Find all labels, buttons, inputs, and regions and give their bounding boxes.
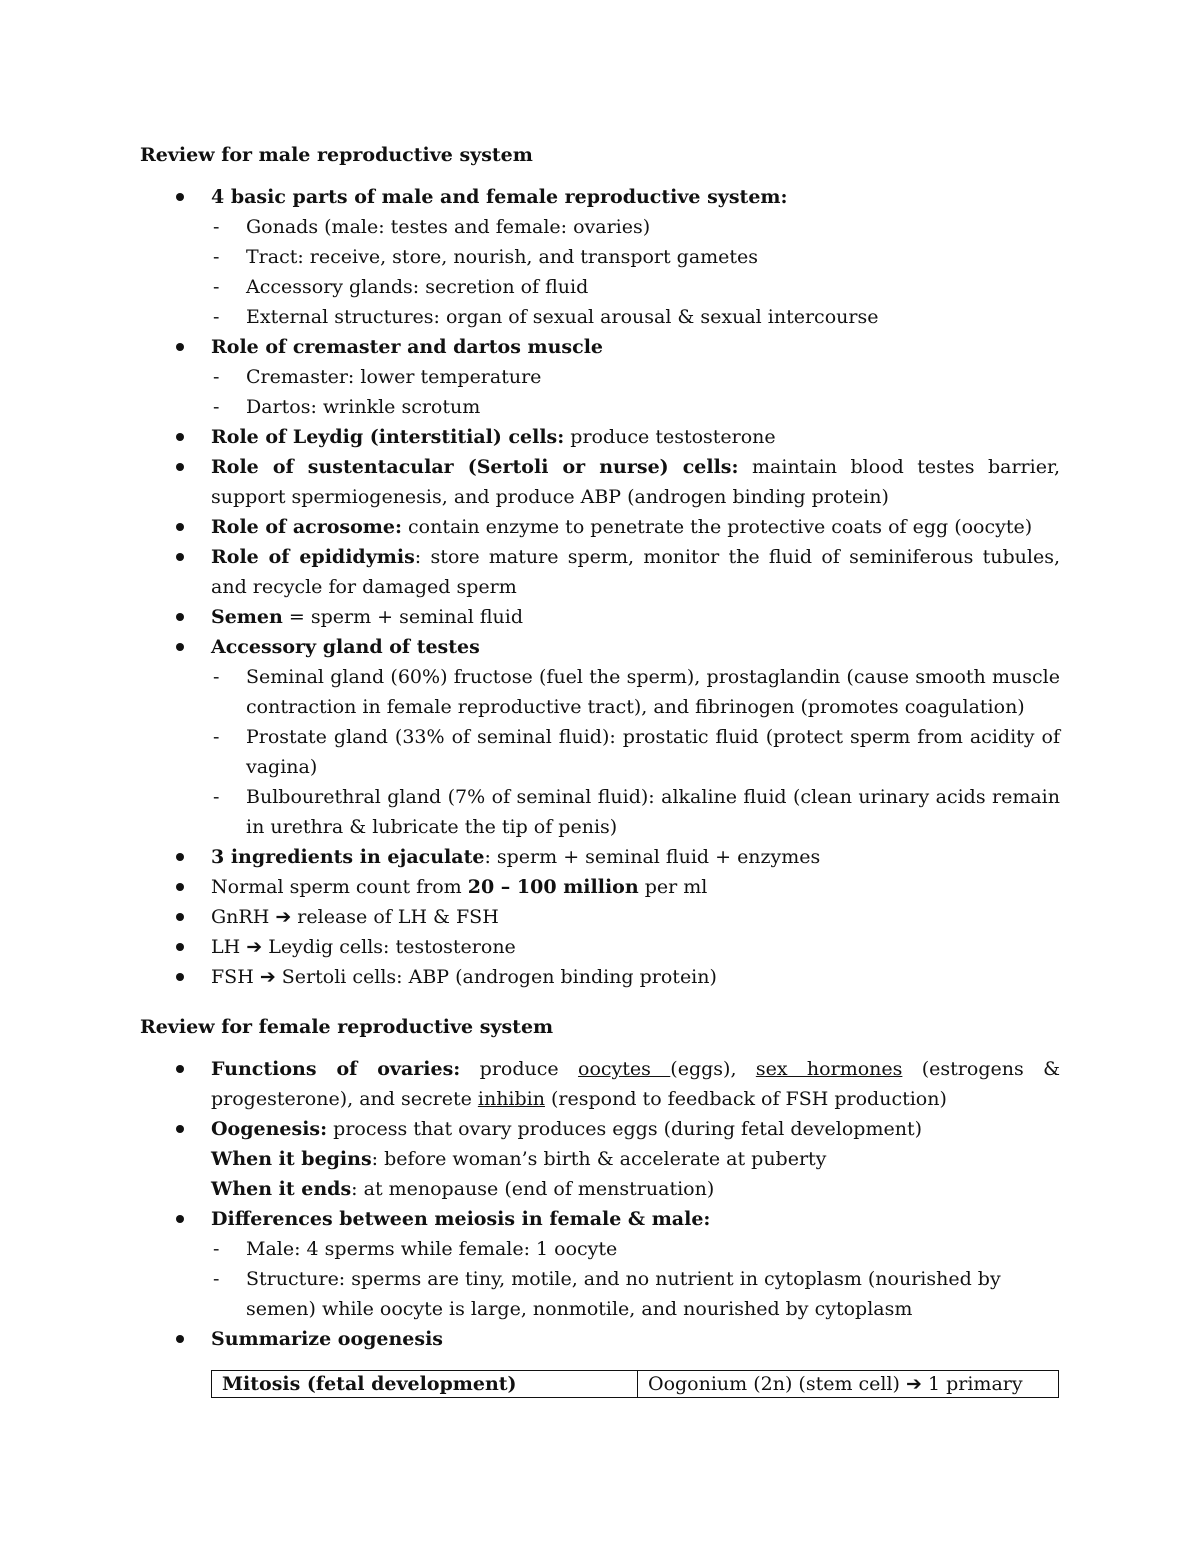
arrow-right-icon: ➔	[275, 906, 292, 928]
table-cell-description	[638, 1371, 1059, 1398]
sertoli-text: maintain blood testes barrier, support spermiogenesis, and produce ABP (androgen binding protein)	[211, 456, 1060, 508]
summarize-heading: Summarize oogenesis	[211, 1328, 444, 1350]
epididymis-text: : store mature sperm, monitor the fluid of seminiferous tubules, and recycle for damaged sperm	[211, 546, 1060, 598]
ejaculate-text: : sperm + seminal fluid + enzymes	[484, 846, 821, 868]
begins-text: : before woman’s birth & accelerate at puberty	[371, 1148, 827, 1170]
sub-item: - Seminal gland (60%) fructose (fuel the sperm), prostaglandin (cause smooth muscle contraction in female reproductive tract), and fibrinogen (promotes coagulation)	[211, 662, 1060, 722]
arrow-right-icon: ➔	[906, 1373, 922, 1395]
leydig-text: produce testosterone	[564, 426, 776, 448]
list-item	[140, 872, 1060, 902]
acrosome-label: Role of acrosome:	[211, 516, 402, 538]
leydig-label: Role of Leydig (interstitial) cells:	[211, 426, 565, 448]
sub-item: - Gonads (male: testes and female: ovaries)	[211, 212, 1060, 242]
parts-heading: 4 basic parts of male and female reproductive system:	[211, 186, 788, 208]
list-item	[140, 1114, 1060, 1204]
ovaries-text: (eggs),	[670, 1058, 756, 1080]
list-item	[140, 962, 1060, 992]
male-section-title: Review for male reproductive system	[140, 144, 533, 166]
list-item	[140, 1054, 1060, 1114]
sub-item: - Bulbourethral gland (7% of seminal fluid): alkaline fluid (clean urinary acids remain in urethra & lubricate the tip of penis)	[211, 782, 1060, 842]
sex-hormones-term: sex hormones	[755, 1058, 903, 1080]
list-item	[140, 182, 1060, 332]
male-review-list	[140, 182, 1060, 992]
sub-item: - Dartos: wrinkle scrotum	[211, 392, 1060, 422]
list-item	[140, 422, 1060, 452]
arrow-right-icon: ➔	[259, 966, 276, 988]
sub-item: - Prostate gland (33% of seminal fluid): prostatic fluid (protect sperm from acidity of vagina)	[211, 722, 1060, 782]
arrow-right-icon: ➔	[246, 936, 263, 958]
fsh-text: FSH	[211, 966, 260, 988]
fsh-result: Sertoli cells: ABP (androgen binding protein)	[275, 966, 717, 988]
sertoli-label: Role of sustentacular (Sertoli or nurse) cells:	[211, 456, 739, 478]
begins-label: When it begins	[211, 1148, 372, 1170]
accessory-heading: Accessory gland of testes	[211, 636, 480, 658]
ovaries-label: Functions of ovaries:	[211, 1058, 461, 1080]
ovaries-text: produce	[460, 1058, 579, 1080]
female-review-list	[140, 1054, 1060, 1354]
acrosome-text: contain enzyme to penetrate the protective coats of egg (oocyte)	[401, 516, 1033, 538]
epididymis-label: Role of epididymis	[211, 546, 415, 568]
sperm-count-post: per ml	[638, 876, 708, 898]
sub-item: - Male: 4 sperms while female: 1 oocyte	[211, 1234, 1060, 1264]
oocytes-term: oocytes	[578, 1058, 671, 1080]
ends-text: : at menopause (end of menstruation)	[351, 1178, 715, 1200]
cremaster-sublist	[211, 362, 1060, 422]
ejaculate-label: 3 ingredients in ejaculate	[211, 846, 485, 868]
list-item	[140, 842, 1060, 872]
sperm-count-pre: Normal sperm count from	[211, 876, 468, 898]
lh-text: LH	[211, 936, 247, 958]
lh-result: Leydig cells: testosterone	[262, 936, 516, 958]
sub-item: - Cremaster: lower temperature	[211, 362, 1060, 392]
table-cell-text: 1 primary	[921, 1373, 1023, 1395]
ovaries-text: (estrogens & progesterone), and secrete	[211, 1058, 1060, 1110]
list-item	[140, 452, 1060, 512]
inhibin-term: inhibin	[477, 1088, 545, 1110]
oogenesis-label: Oogenesis:	[211, 1118, 328, 1140]
oogenesis-text: process that ovary produces eggs (during fetal development)	[327, 1118, 922, 1140]
ovaries-text: (respond to feedback of FSH production)	[544, 1088, 947, 1110]
document-page	[140, 140, 1060, 1398]
meiosis-heading: Differences between meiosis in female & male:	[211, 1208, 711, 1230]
gnrh-text: GnRH	[211, 906, 276, 928]
list-item	[140, 542, 1060, 602]
sub-item: - Accessory glands: secretion of fluid	[211, 272, 1060, 302]
semen-label: Semen	[211, 606, 283, 628]
sub-item: - Tract: receive, store, nourish, and transport gametes	[211, 242, 1060, 272]
accessory-sublist	[211, 662, 1060, 842]
ends-label: When it ends	[211, 1178, 352, 1200]
gnrh-result: release of LH & FSH	[291, 906, 499, 928]
list-item	[140, 932, 1060, 962]
list-item	[140, 1204, 1060, 1324]
sub-item: - Structure: sperms are tiny, motile, and no nutrient in cytoplasm (nourished by semen) while oocyte is large, nonmotile, and nourished by cytoplasm	[211, 1264, 1060, 1324]
list-item	[140, 332, 1060, 422]
oogenesis-table	[211, 1370, 1059, 1398]
sub-item: - External structures: organ of sexual arousal & sexual intercourse	[211, 302, 1060, 332]
parts-sublist	[211, 212, 1060, 332]
cremaster-heading: Role of cremaster and dartos muscle	[211, 336, 603, 358]
meiosis-sublist	[211, 1234, 1060, 1324]
table-cell-stage: Mitosis (fetal development)	[212, 1371, 638, 1398]
table-row	[212, 1371, 1059, 1398]
female-section-title: Review for female reproductive system	[140, 1016, 554, 1038]
sperm-count-value: 20 – 100 million	[467, 876, 639, 898]
list-item	[140, 632, 1060, 842]
list-item	[140, 1324, 1060, 1354]
table-cell-text: Oogonium (2n) (stem cell)	[648, 1373, 907, 1395]
list-item	[140, 902, 1060, 932]
list-item	[140, 512, 1060, 542]
list-item	[140, 602, 1060, 632]
semen-text: = sperm + seminal fluid	[282, 606, 523, 628]
